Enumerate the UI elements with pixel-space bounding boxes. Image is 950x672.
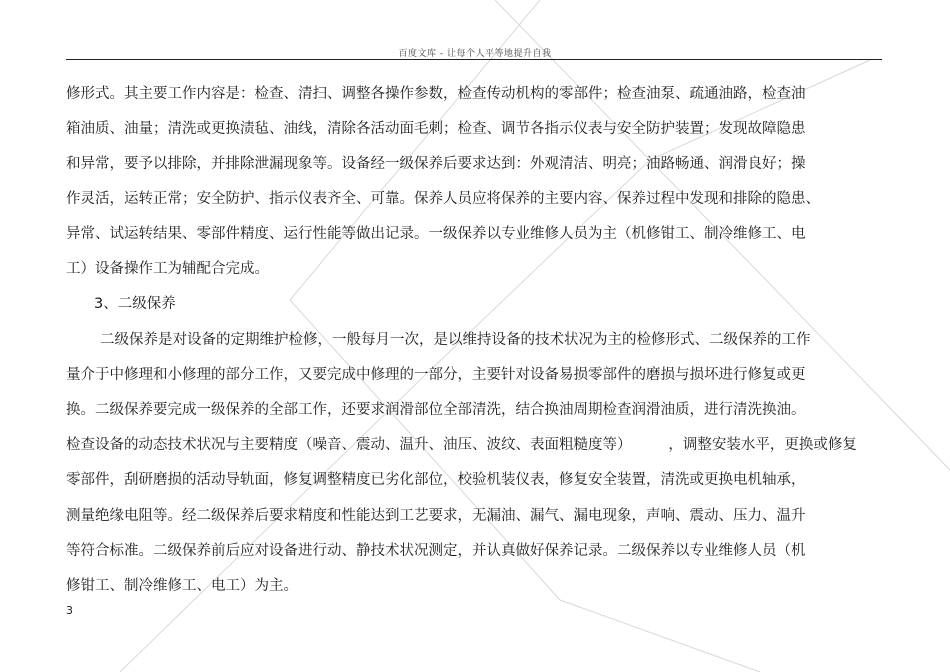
body-line: 检查设备的动态技术状况与主要精度（噪音、震动、温升、油压、波纹、表面粗糙度等） ，调整安装水平，更换或修复 — [66, 437, 857, 453]
body-line: 工）设备操作工为辅配合完成。 — [66, 261, 269, 277]
body-line: 修形式。其主要工作内容是：检查、清扫、调整各操作参数，检查传动机构的零部件；检查油泵、疏通油路，检查油 — [66, 86, 806, 102]
body-line: 和异常，要予以排除，并排除泄漏现象等。设备经一级保养后要求达到：外观清洁、明亮；油路畅通、润滑良好；操 — [66, 156, 806, 172]
page-number: 3 — [66, 604, 73, 617]
body-line: 量介于中修理和小修理的部分工作，又要完成中修理的一部分，主要针对设备易损零部件的磨损与损坏进行修复或更 — [66, 367, 806, 383]
body-line: 修钳工、制冷维修工、电工）为主。 — [66, 578, 298, 594]
body-line: 箱油质、油量；清洗或更换渍毡、油线，清除各活动面毛刺；检查、调节各指示仪表与安全防护装置；发现故障隐患 — [66, 121, 806, 137]
body-line: 等符合标准。二级保养前后应对设备进行动、静技术状况测定，并认真做好保养记录。二级保养以专业维修人员（机 — [66, 543, 806, 559]
body-line: 二级保养是对设备的定期维护检修，一般每月一次，是以维持设备的技术状况为主的检修形式、二级保养的工作 — [100, 332, 811, 348]
header-text: 百度文库 - 让每个人平等地提升自我 — [398, 49, 552, 59]
body-line: 异常、试运转结果、零部件精度、运行性能等做出记录。一级保养以专业维修人员为主（机修钳工、制冷维修工、电 — [66, 226, 806, 242]
body-line: 作灵活，运转正常；安全防护、指示仪表齐全、可靠。保养人员应将保养的主要内容、保养过程中发现和排除的隐患、 — [66, 191, 820, 207]
body-line: 换。二级保养要完成一级保养的全部工作，还要求润滑部位全部清洗，结合换油周期检查润滑油质，进行清洗换油。 — [66, 402, 806, 418]
section-heading: 3、二级保养 — [94, 296, 176, 312]
body-line: 零部件，刮研磨损的活动导轨面，修复调整精度已劣化部位，校验机装仪表，修复安全装置，清洗或更换电机轴承， — [66, 472, 806, 488]
header-divider — [66, 59, 882, 60]
body-line: 测量绝缘电阻等。经二级保养后要求精度和性能达到工艺要求，无漏油、漏气、漏电现象，声响、震动、压力、温升 — [66, 508, 806, 524]
